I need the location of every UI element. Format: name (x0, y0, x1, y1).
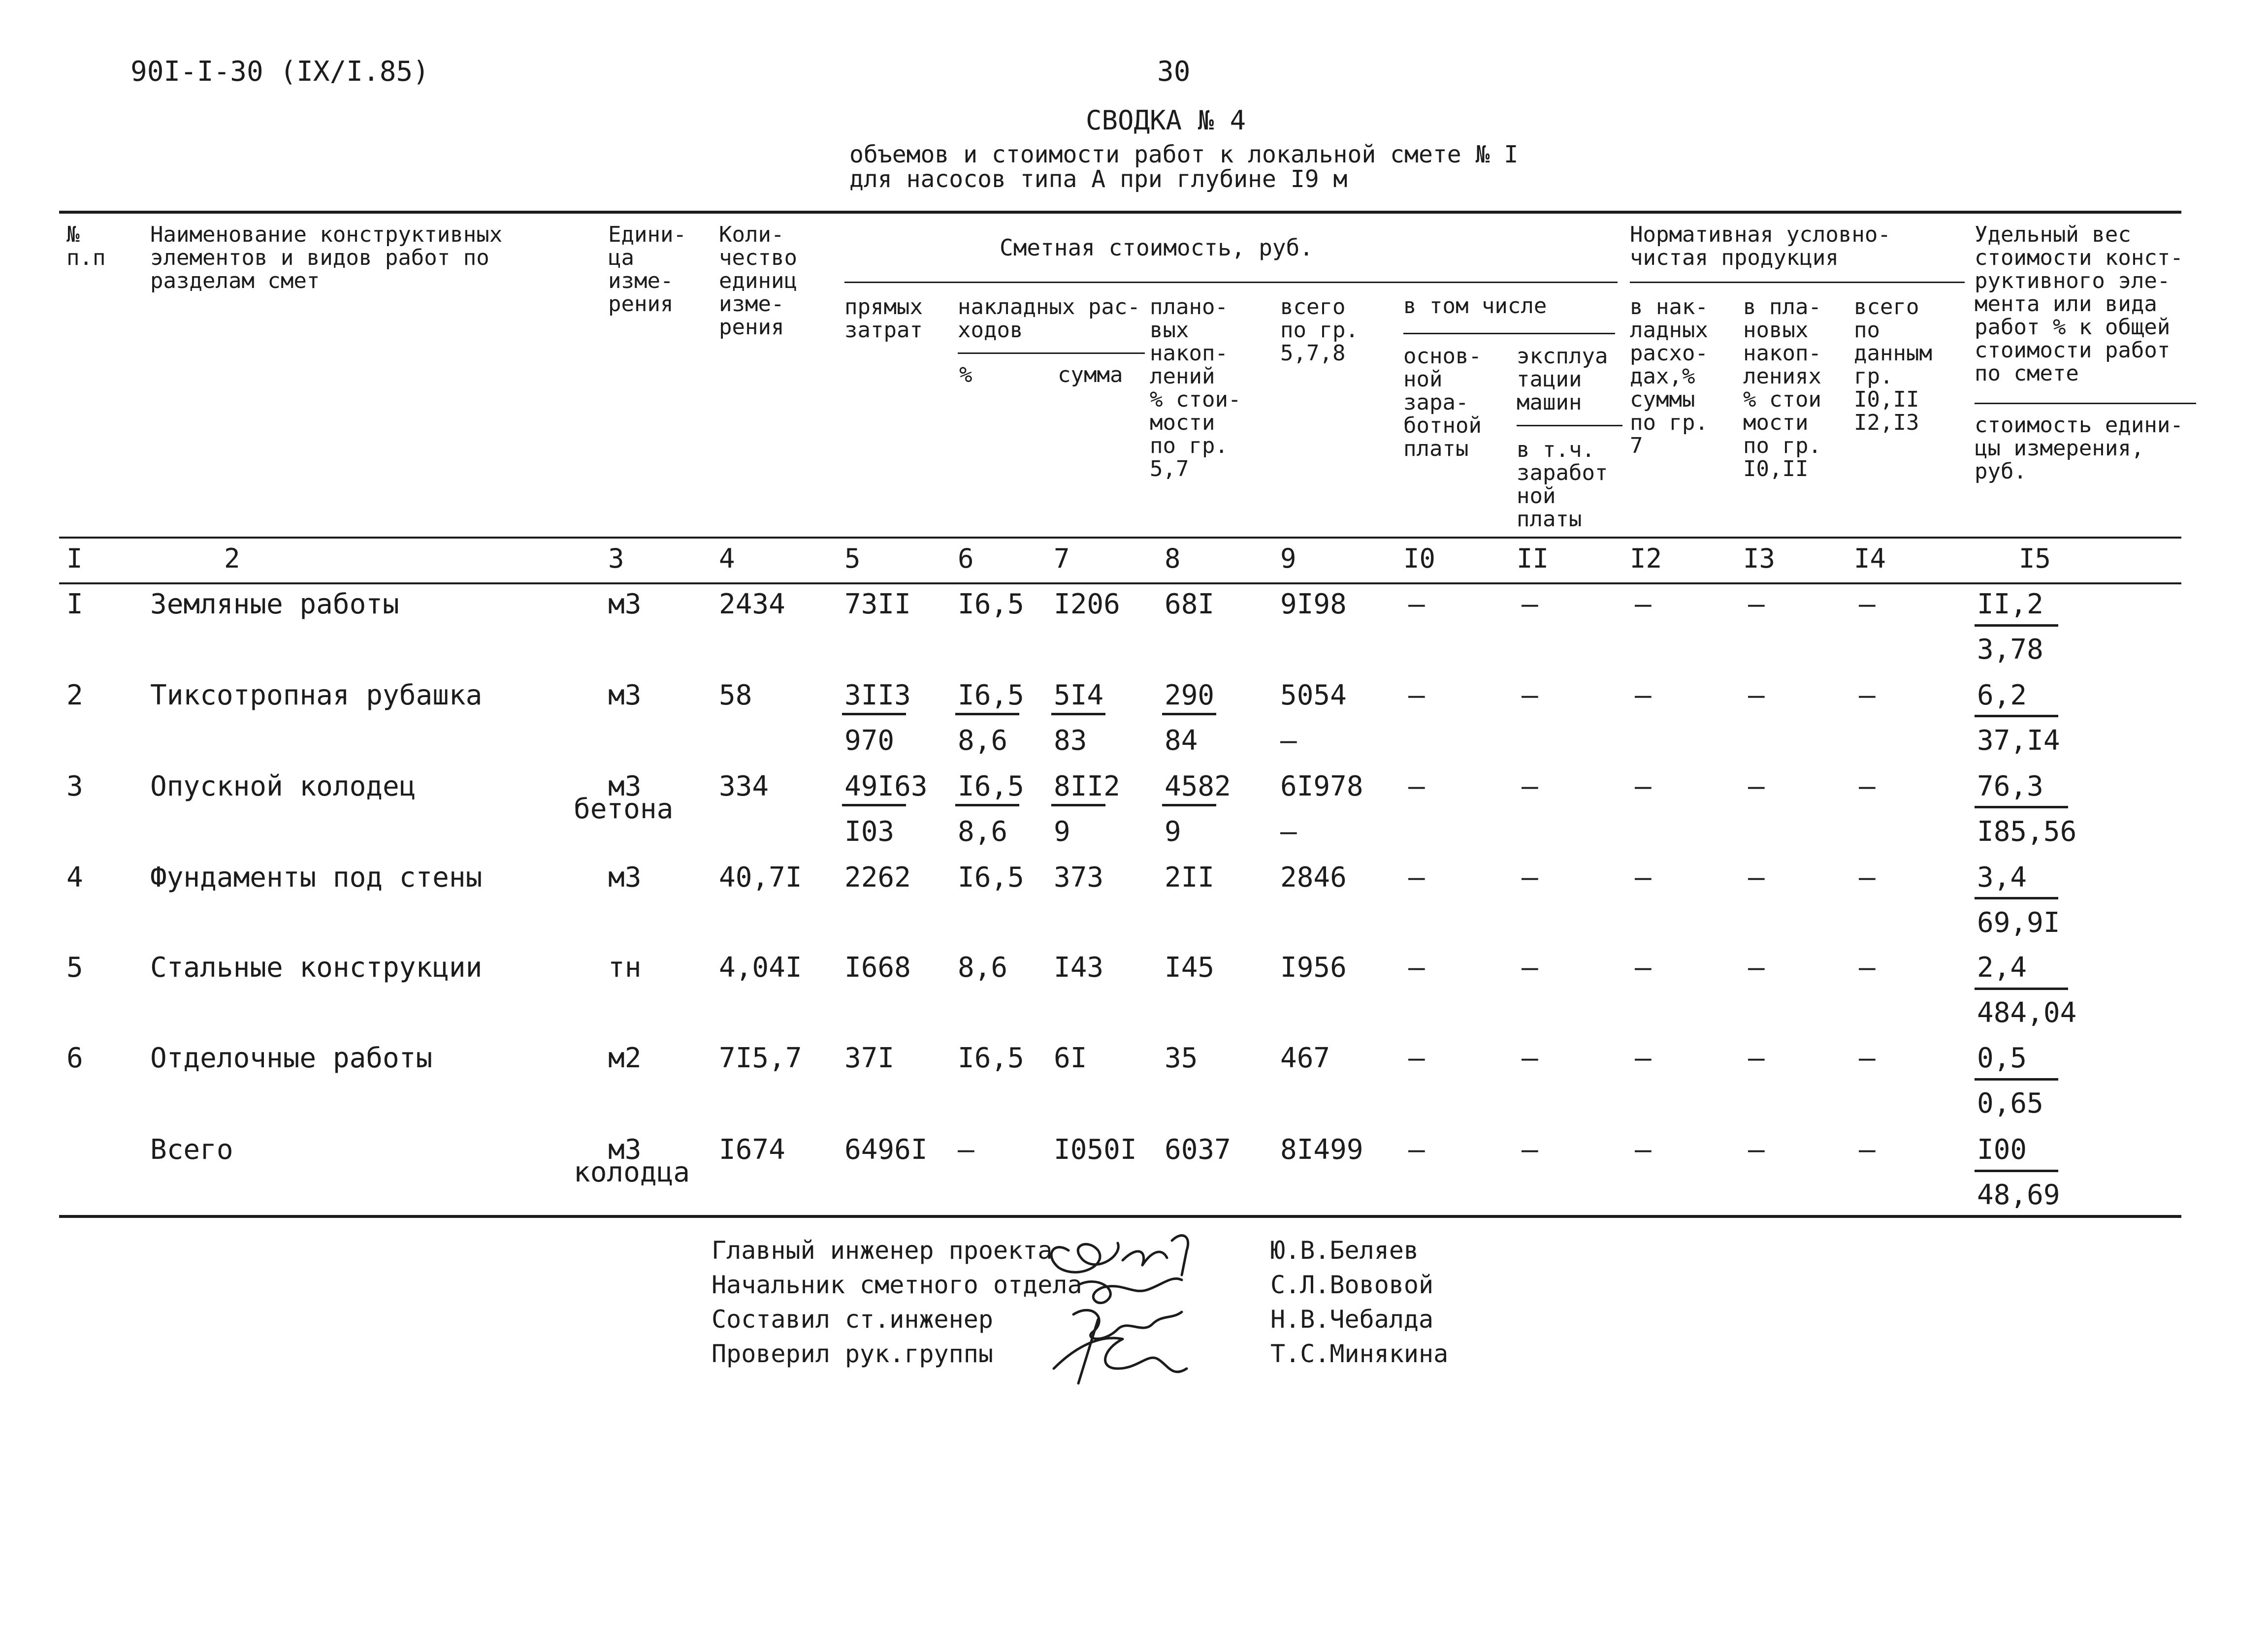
row-unit-cost: 37,I4 (1977, 725, 2060, 757)
row-direct-costs: 49I63 (844, 770, 928, 802)
column-number: II (1517, 543, 1549, 574)
row-direct-costs: 3II3 (844, 679, 911, 711)
table-bottom-rule (59, 1215, 2181, 1218)
row-total: 5054 (1280, 679, 1347, 711)
row-direct-costs: 2262 (844, 862, 911, 894)
row-col11: – (1522, 862, 1538, 894)
row-col11: – (1522, 952, 1538, 984)
column-number: 6 (958, 543, 974, 574)
row-overhead-sum: 373 (1054, 862, 1104, 894)
column-number: I5 (2019, 543, 2051, 574)
row-unit-cost: 69,9I (1977, 907, 2060, 939)
row-col12: – (1635, 1042, 1652, 1074)
fraction-line (1975, 715, 2058, 717)
header-unit: Едини- ца изме- рения (608, 222, 686, 317)
row-total-second: – (1280, 725, 1297, 757)
row-col13: – (1748, 1042, 1765, 1074)
column-number: 7 (1054, 543, 1070, 574)
row-col14: – (1859, 770, 1876, 802)
row-col13: – (1748, 952, 1765, 984)
row-share: I00 (1977, 1134, 2027, 1166)
row-total: 6I978 (1280, 770, 1363, 802)
row-col14: – (1859, 679, 1876, 711)
header-overhead-percent: % (959, 362, 972, 387)
header-machines: эксплуа тации машин (1517, 344, 1608, 415)
fraction-line (1051, 804, 1105, 806)
row-name: Тиксотропная рубашка (150, 679, 483, 711)
row-col13: – (1748, 679, 1765, 711)
row-col12: – (1635, 862, 1652, 894)
fraction-line (1975, 624, 2058, 627)
normative-group-rule (1630, 282, 1965, 283)
column-number: I3 (1743, 543, 1776, 574)
row-overhead-percent: 8,6 (958, 952, 1008, 984)
row-overhead-sum: I050I (1054, 1134, 1137, 1166)
column-number: 9 (1280, 543, 1296, 574)
row-overhead-sum-second: 83 (1054, 725, 1087, 757)
row-overhead-percent: I6,5 (958, 679, 1024, 711)
row-overhead-percent-second: 8,6 (958, 816, 1008, 848)
header-no: № п.п (66, 222, 106, 270)
row-planned-savings: 35 (1165, 1042, 1198, 1074)
signature-role: Проверил рук.группы (712, 1340, 993, 1368)
row-planned-savings: 290 (1165, 679, 1215, 711)
row-overhead-percent: I6,5 (958, 588, 1024, 620)
header-normative-group: Нормативная условно- чистая продукция (1630, 222, 1891, 270)
row-unit: тн (608, 952, 642, 984)
row-col12: – (1635, 679, 1652, 711)
row-total-second: – (1280, 816, 1297, 848)
header-basic-wage: основ- ной зара- ботной платы (1403, 344, 1482, 461)
row-col13: – (1748, 1134, 1765, 1166)
document-title: СВОДКА № 4 (1086, 105, 1246, 136)
header-quantity: Коли- чество единиц изме- рения (719, 222, 797, 340)
fraction-line (1975, 806, 2068, 808)
row-col14: – (1859, 1134, 1876, 1166)
row-unit-cost: I85,56 (1977, 816, 2077, 848)
header-overhead: накладных рас- ходов (958, 294, 1140, 343)
header-bottom-rule (59, 537, 2181, 539)
machines-split-rule (1517, 425, 1622, 426)
row-col12: – (1635, 588, 1652, 620)
row-share: 2,4 (1977, 952, 2027, 984)
row-col10: – (1408, 679, 1425, 711)
row-total: 2846 (1280, 862, 1347, 894)
row-col11: – (1522, 588, 1538, 620)
row-col10: – (1408, 1042, 1425, 1074)
row-col12: – (1635, 770, 1652, 802)
row-col12: – (1635, 1134, 1652, 1166)
header-direct-costs: прямых затрат (844, 294, 923, 343)
row-unit: м3 (608, 588, 642, 620)
row-unit-cost: 48,69 (1977, 1179, 2060, 1211)
row-unit: м3 (608, 770, 642, 802)
overhead-split-rule (958, 352, 1145, 354)
fraction-line (842, 713, 906, 715)
row-planned-savings-second: 9 (1165, 816, 1181, 848)
column-number: 5 (844, 543, 861, 574)
including-rule (1403, 333, 1615, 334)
row-number: 5 (66, 952, 83, 984)
row-share: 0,5 (1977, 1042, 2027, 1074)
row-share: 3,4 (1977, 862, 2027, 894)
header-planned-savings: плано- вых накоп- лений % стои- мости по гр. 5,7 (1150, 294, 1241, 481)
row-quantity: 4,04I (719, 952, 802, 984)
row-col14: – (1859, 862, 1876, 894)
row-overhead-sum: 5I4 (1054, 679, 1104, 711)
header-normative-overhead: в нак- ладных расхо- дах,% суммы по гр. 7 (1630, 294, 1708, 458)
row-col11: – (1522, 1042, 1538, 1074)
header-cost-group: Сметная стоимость, руб. (1000, 234, 1313, 261)
row-unit: м3 (608, 862, 642, 894)
page-number: 30 (1157, 56, 1191, 88)
row-name: Фундаменты под стены (150, 862, 483, 894)
row-share: II,2 (1977, 588, 2043, 620)
row-quantity: I674 (719, 1134, 785, 1166)
row-quantity: 7I5,7 (719, 1042, 802, 1074)
row-direct-costs: 73II (844, 588, 911, 620)
row-quantity: 2434 (719, 588, 785, 620)
column-number: I4 (1854, 543, 1886, 574)
row-unit-cost: 484,04 (1977, 997, 2077, 1029)
row-share: 6,2 (1977, 679, 2027, 711)
row-number: 6 (66, 1042, 83, 1074)
row-overhead-percent: I6,5 (958, 770, 1024, 802)
row-col10: – (1408, 588, 1425, 620)
row-overhead-percent-second: 8,6 (958, 725, 1008, 757)
fraction-line (1975, 897, 2058, 899)
row-planned-savings: 2II (1165, 862, 1215, 894)
row-overhead-percent: I6,5 (958, 862, 1024, 894)
cost-group-rule (844, 282, 1618, 283)
row-quantity: 58 (719, 679, 752, 711)
row-number: I (66, 588, 83, 620)
row-quantity: 334 (719, 770, 769, 802)
signature-role: Начальник сметного отдела (712, 1271, 1082, 1299)
row-direct-costs-second: I03 (844, 816, 895, 848)
row-planned-savings: I45 (1165, 952, 1215, 984)
fraction-line (955, 713, 1019, 715)
signature-name: Н.В.Чебалда (1270, 1305, 1434, 1334)
header-name: Наименование конструктивных элементов и видов работ по разделам смет (150, 222, 503, 293)
row-col11: – (1522, 1134, 1538, 1166)
row-planned-savings: 4582 (1165, 770, 1231, 802)
row-overhead-sum-second: 9 (1054, 816, 1070, 848)
row-quantity: 40,7I (719, 862, 802, 894)
row-col10: – (1408, 862, 1425, 894)
row-number: 3 (66, 770, 83, 802)
row-col13: – (1748, 862, 1765, 894)
document-subtitle-line1: объемов и стоимости работ к локальной смете № I (849, 141, 1519, 168)
share-split-rule (1975, 403, 2196, 404)
header-including: в том числе (1403, 293, 1547, 319)
fraction-line (1162, 713, 1216, 715)
row-col13: – (1748, 588, 1765, 620)
row-planned-savings: 68I (1165, 588, 1215, 620)
signature-role: Составил ст.инженер (712, 1305, 993, 1334)
row-unit: м3 (608, 1134, 642, 1166)
row-total: 9I98 (1280, 588, 1347, 620)
row-col10: – (1408, 1134, 1425, 1166)
header-normative-planned: в пла- новых накоп- лениях % стои мости по гр. I0,II (1743, 294, 1821, 481)
row-overhead-sum: I43 (1054, 952, 1104, 984)
fraction-line (842, 804, 906, 806)
row-col14: – (1859, 952, 1876, 984)
document-code: 90I-I-30 (IX/I.85) (130, 56, 429, 88)
row-direct-costs-second: 970 (844, 725, 895, 757)
row-overhead-sum: I206 (1054, 588, 1120, 620)
fraction-line (1162, 804, 1216, 806)
row-col14: – (1859, 588, 1876, 620)
row-overhead-sum: 6I (1054, 1042, 1087, 1074)
row-overhead-percent: I6,5 (958, 1042, 1024, 1074)
row-col10: – (1408, 770, 1425, 802)
row-direct-costs: 37I (844, 1042, 895, 1074)
header-machines-wage: в т.ч. заработ ной платы (1517, 437, 1608, 532)
fraction-line (1975, 988, 2068, 990)
signature-name: Т.С.Минякина (1270, 1340, 1449, 1368)
row-number: 2 (66, 679, 83, 711)
fraction-line (1051, 713, 1105, 715)
header-total: всего по гр. 5,7,8 (1280, 294, 1359, 366)
column-number: I0 (1403, 543, 1436, 574)
column-number: 8 (1165, 543, 1181, 574)
column-numbers-rule (59, 582, 2181, 584)
header-share: Удельный вес стоимости конст- руктивного эле- мента или вида работ % к общей стоимости работ по смете (1975, 222, 2183, 386)
document-subtitle-line2: для насосов типа А при глубине I9 м (849, 165, 1348, 193)
row-planned-savings-second: 84 (1165, 725, 1198, 757)
column-number: I (66, 543, 83, 574)
row-name: Земляные работы (150, 588, 399, 620)
row-name: Стальные конструкции (150, 952, 483, 984)
row-number: 4 (66, 862, 83, 894)
row-col11: – (1522, 770, 1538, 802)
row-share: 76,3 (1977, 770, 2043, 802)
header-unit-cost: стоимость едини- цы измерения, руб. (1975, 413, 2183, 484)
header-normative-total: всего по данным гр. I0,II I2,I3 (1854, 294, 1932, 435)
table-top-rule (59, 211, 2181, 214)
fraction-line (955, 804, 1019, 806)
row-total: I956 (1280, 952, 1347, 984)
signature-role: Главный инженер проекта (712, 1236, 1053, 1265)
signature-name: С.Л.Вововой (1270, 1271, 1434, 1299)
row-unit-cost: 0,65 (1977, 1087, 2043, 1119)
row-col13: – (1748, 770, 1765, 802)
fraction-line (1975, 1078, 2058, 1081)
row-col10: – (1408, 952, 1425, 984)
row-unit-cost: 3,78 (1977, 634, 2043, 666)
row-total: 467 (1280, 1042, 1330, 1074)
row-total: 8I499 (1280, 1134, 1363, 1166)
row-unit-second: колодца (574, 1156, 690, 1188)
column-number: I2 (1630, 543, 1662, 574)
signature-name: Ю.В.Беляев (1270, 1236, 1419, 1265)
row-planned-savings: 6037 (1165, 1134, 1231, 1166)
row-direct-costs: 6496I (844, 1134, 928, 1166)
row-overhead-percent: – (958, 1134, 974, 1166)
row-col12: – (1635, 952, 1652, 984)
row-col14: – (1859, 1042, 1876, 1074)
column-number: 3 (608, 543, 624, 574)
handwritten-signatures (1024, 1221, 1261, 1398)
row-unit: м3 (608, 679, 642, 711)
row-unit: м2 (608, 1042, 642, 1074)
row-unit-second: бетона (574, 793, 674, 825)
fraction-line (1975, 1170, 2058, 1172)
row-name: Опускной колодец (150, 770, 416, 802)
row-direct-costs: I668 (844, 952, 911, 984)
row-overhead-sum: 8II2 (1054, 770, 1120, 802)
column-number: 4 (719, 543, 735, 574)
row-name: Всего (150, 1134, 233, 1166)
row-name: Отделочные работы (150, 1042, 433, 1074)
row-col11: – (1522, 679, 1538, 711)
header-overhead-sum: сумма (1058, 362, 1123, 387)
column-number: 2 (224, 543, 240, 574)
